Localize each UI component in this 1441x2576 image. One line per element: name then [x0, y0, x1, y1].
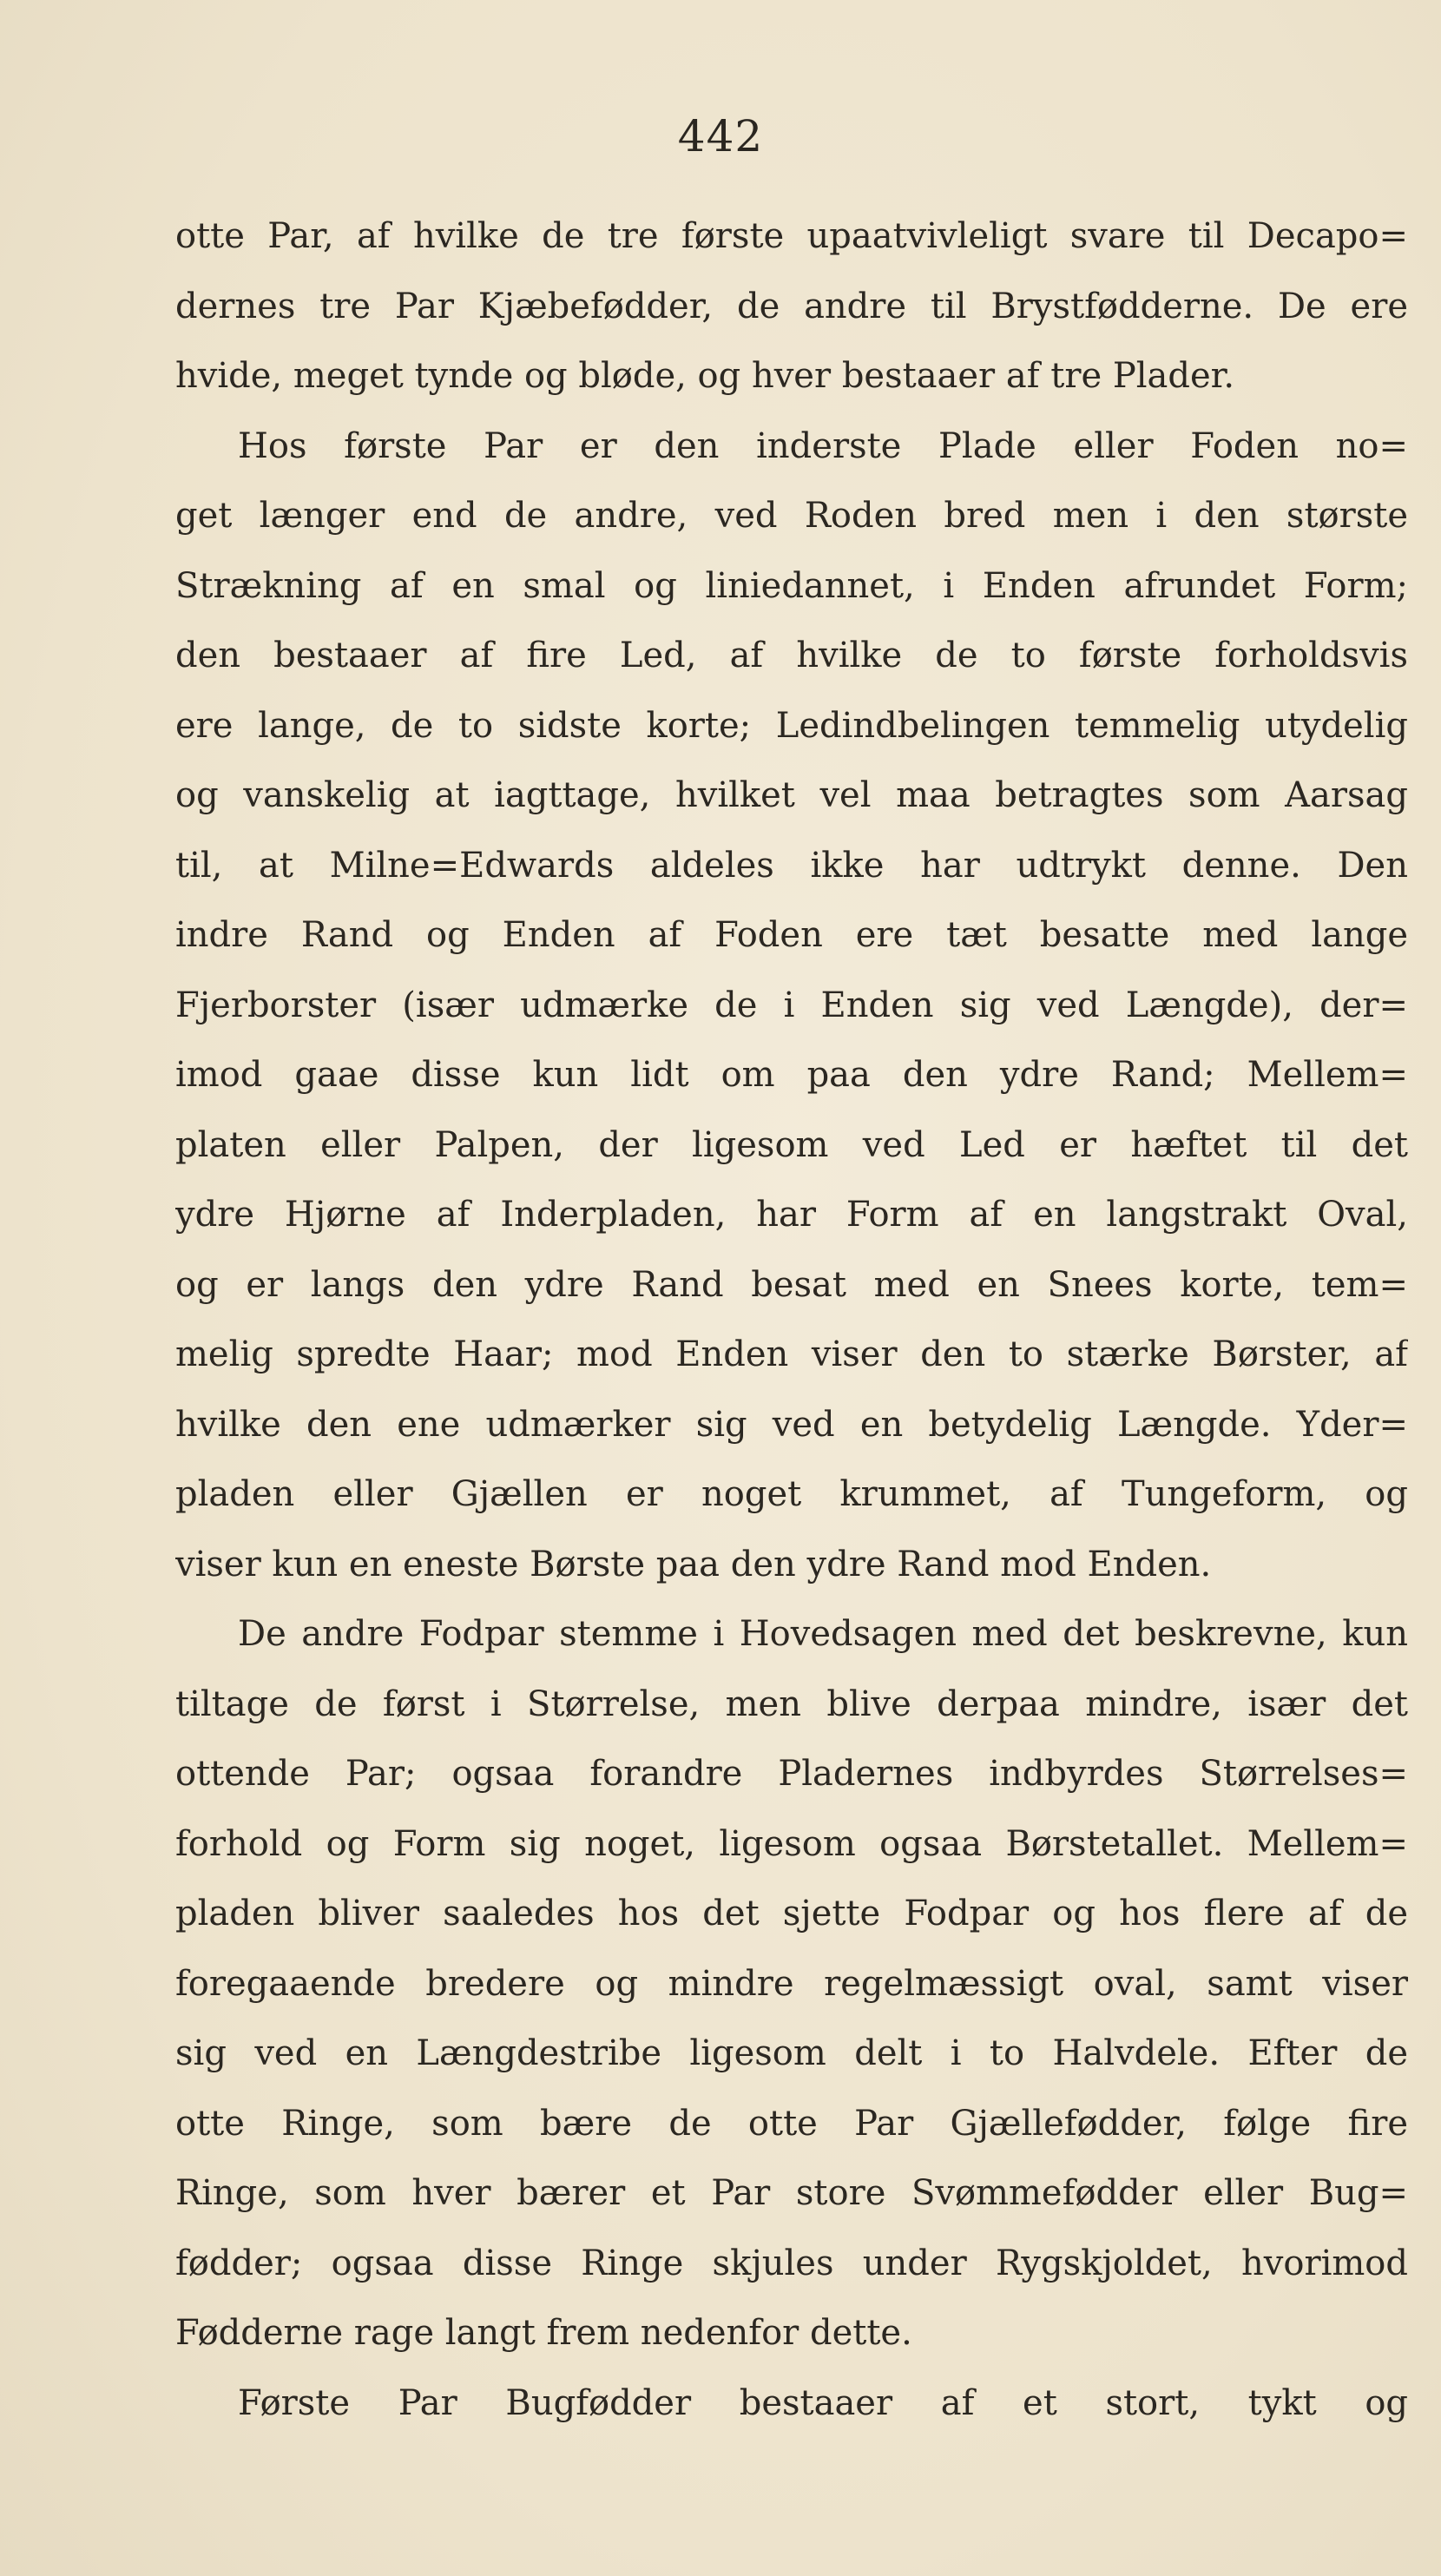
text-line: pladen bliver saaledes hos det sjette Fodpar og hos flere af de — [175, 1894, 1408, 1934]
text-line: tiltage de først i Størrelse, men blive derpaa mindre, især det — [175, 1683, 1408, 1724]
text-line: til, at Milne=Edwards aldeles ikke har udtrykt denne. Den — [175, 845, 1408, 886]
text-line: dernes tre Par Kjæbefødder, de andre til Brystfødderne. De ere — [175, 286, 1408, 326]
text-line: foregaaende bredere og mindre regelmæssigt oval, samt viser — [175, 1963, 1408, 2004]
text-line: De andre Fodpar stemme i Hovedsagen med det beskrevne, kun — [238, 1614, 1408, 1654]
text-line: Fjerborster (især udmærke de i Enden sig ved Længde), der= — [175, 985, 1408, 1025]
text-line: hvilke den ene udmærker sig ved en betydelig Længde. Yder= — [175, 1404, 1408, 1445]
body-text — [175, 201, 1408, 2438]
text-line: Første Par Bugfødder bestaaer af et stort, tykt og — [238, 2382, 1408, 2423]
text-line: pladen eller Gjællen er noget krummet, af Tungeform, og — [175, 1474, 1408, 1514]
text-line: forhold og Form sig noget, ligesom ogsaa Børstetallet. Mellem= — [175, 1823, 1408, 1864]
text-line: otte Ringe, som bære de otte Par Gjællefødder, følge fire — [175, 2103, 1408, 2144]
text-line: Ringe, som hver bærer et Par store Svømmefødder eller Bug= — [175, 2173, 1408, 2213]
text-line: platen eller Palpen, der ligesom ved Led er hæftet til det — [175, 1124, 1408, 1165]
text-line: otte Par, af hvilke de tre første upaatvivleligt svare til Decapo= — [175, 216, 1408, 256]
text-line: get længer end de andre, ved Roden bred men i den største — [175, 496, 1408, 536]
text-line: indre Rand og Enden af Foden ere tæt besatte med lange — [175, 915, 1408, 955]
text-line: ottende Par; ogsaa forandre Pladernes indbyrdes Størrelses= — [175, 1754, 1408, 1794]
text-line: og vanskelig at iagttage, hvilket vel maa betragtes som Aarsag — [175, 775, 1408, 815]
text-line: den bestaaer af fire Led, af hvilke de to første forholdsvis — [175, 636, 1408, 675]
text-line: imod gaae disse kun lidt om paa den ydre Rand; Mellem= — [175, 1055, 1408, 1095]
text-line: Fødderne rage langt frem nedenfor dette. — [175, 2313, 912, 2353]
text-line: sig ved en Længdestribe ligesom delt i to Halvdele. Efter de — [175, 2033, 1408, 2073]
text-line: melig spredte Haar; mod Enden viser den to stærke Børster, af — [175, 1334, 1408, 1374]
text-line: hvide, meget tynde og bløde, og hver bestaaer af tre Plader. — [175, 356, 1235, 396]
text-line: viser kun en eneste Børste paa den ydre Rand mod Enden. — [175, 1544, 1212, 1584]
text-line: Hos første Par er den inderste Plade eller Foden no= — [238, 425, 1408, 466]
text-line: ydre Hjørne af Inderpladen, har Form af en langstrakt Oval, — [175, 1195, 1408, 1235]
text-line: og er langs den ydre Rand besat med en Snees korte, tem= — [175, 1264, 1408, 1305]
text-line: Strækning af en smal og liniedannet, i Enden afrundet Form; — [175, 565, 1408, 606]
page-number: 442 — [677, 111, 764, 161]
text-line: ere lange, de to sidste korte; Ledindbelingen temmelig utydelig — [175, 705, 1408, 746]
text-line: fødder; ogsaa disse Ringe skjules under Rygskjoldet, hvorimod — [175, 2243, 1408, 2283]
